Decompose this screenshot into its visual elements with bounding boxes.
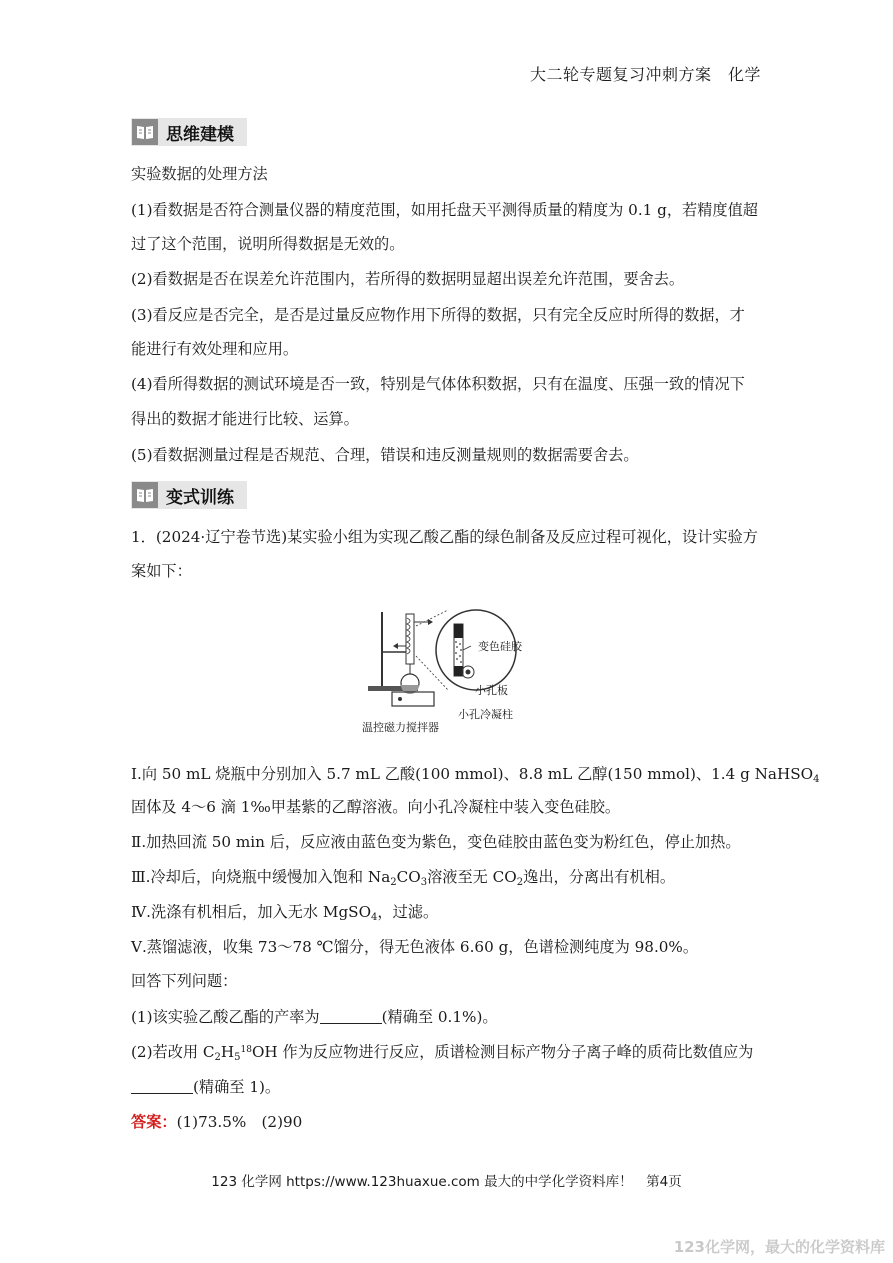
- step-1b: 固体及 4～6 滴 1‰甲基紫的乙醇溶液。向小孔冷凝柱中装入变色硅胶。: [131, 798, 621, 816]
- step-5: Ⅴ.蒸馏滤液，收集 73～78 ℃馏分，得无色液体 6.60 g，色谱检测纯度为 98.0%。: [131, 938, 699, 956]
- paragraph-4a: (4)看所得数据的测试环境是否一致，特别是气体体积数据，只有在温度、压强一致的情况下: [131, 375, 745, 393]
- answer-text: (1)73.5% (2)90: [176, 1113, 303, 1131]
- page-header-title: 大二轮专题复习冲刺方案 化学: [529, 65, 761, 84]
- paragraph-4b: 得出的数据才能进行比较、运算。: [131, 410, 359, 428]
- answer-blank: [131, 1079, 193, 1094]
- book-icon: [132, 119, 158, 145]
- answer-line: [131, 1111, 302, 1132]
- paragraph-3b: 能进行有效处理和应用。: [131, 340, 299, 358]
- label-magnetic-stirrer: 温控磁力搅拌器: [362, 721, 439, 734]
- paragraph-5: (5)看数据测量过程是否规范、合理，错误和违反测量规则的数据需要舍去。: [131, 446, 639, 464]
- section-title: 思维建模: [166, 124, 234, 145]
- apparatus-drawing: [360, 606, 540, 736]
- question-1: (1)该实验乙酸乙酯的产率为 (精确至 0.1%)。: [131, 1008, 498, 1026]
- question-prompt: 回答下列问题：: [131, 972, 238, 990]
- step-1a: Ⅰ.向 50 mL 烧瓶中分别加入 5.7 mL 乙酸(100 mmol)、8.8 mL 乙醇(150 mmol)、1.4 g NaHSO$_4$: [131, 765, 820, 785]
- answer-blank: [320, 1009, 382, 1024]
- section-title: 变式训练: [166, 487, 234, 508]
- step-4: Ⅳ.洗涤有机相后，加入无水 MgSO$_4$，过滤。: [131, 903, 439, 923]
- book-icon: [132, 482, 158, 508]
- step-2: Ⅱ.加热回流 50 min 后，反应液由蓝色变为紫色，变色硅胶由蓝色变为粉红色，停止加热。: [131, 833, 741, 851]
- question-intro-a: 1．(2024·辽宁卷节选)某实验小组为实现乙酸乙酯的绿色制备及反应过程可视化，设计实验方: [131, 528, 758, 546]
- watermark: 123化学网，最大的化学资料库: [673, 1238, 885, 1256]
- question-2b: (精确至 1)。: [131, 1076, 280, 1097]
- page-footer: 123 化学网 https://www.123huaxue.com 最大的中学化学资料库！ 第4页: [211, 1174, 682, 1190]
- question-intro-b: 案如下：: [131, 562, 192, 580]
- paragraph-2: (2)看数据是否在误差允许范围内，若所得的数据明显超出误差允许范围，要舍去。: [131, 270, 685, 288]
- paragraph-3a: (3)看反应是否完全，是否是过量反应物作用下所得的数据，只有完全反应时所得的数据，才: [131, 306, 745, 324]
- label-silica-gel: 变色硅胶: [478, 640, 522, 653]
- question-2a: (2)若改用 $C_2H_5^{18}OH$ 作为反应物进行反应，质谱检测目标产物分子离子峰的质荷比数值应为: [131, 1043, 754, 1063]
- label-condenser-column: 小孔冷凝柱: [458, 708, 513, 721]
- answer-label: 答案：: [131, 1113, 177, 1131]
- apparatus-figure: [360, 606, 540, 736]
- label-perforated-plate: 小孔板: [475, 684, 508, 697]
- section-header-thinking-model: [131, 118, 247, 146]
- step-3: Ⅲ.冷却后，向烧瓶中缓慢加入饱和 $Na_2CO_3$溶液至无 $CO_2$逸出，分离出有机相。: [131, 868, 676, 888]
- section-header-practice: [131, 481, 247, 509]
- paragraph-1b: 过了这个范围，说明所得数据是无效的。: [131, 235, 405, 253]
- content-heading: 实验数据的处理方法: [131, 165, 268, 183]
- paragraph-1a: (1)看数据是否符合测量仪器的精度范围，如用托盘天平测得质量的精度为 0.1 g，若精度值超: [131, 201, 758, 219]
